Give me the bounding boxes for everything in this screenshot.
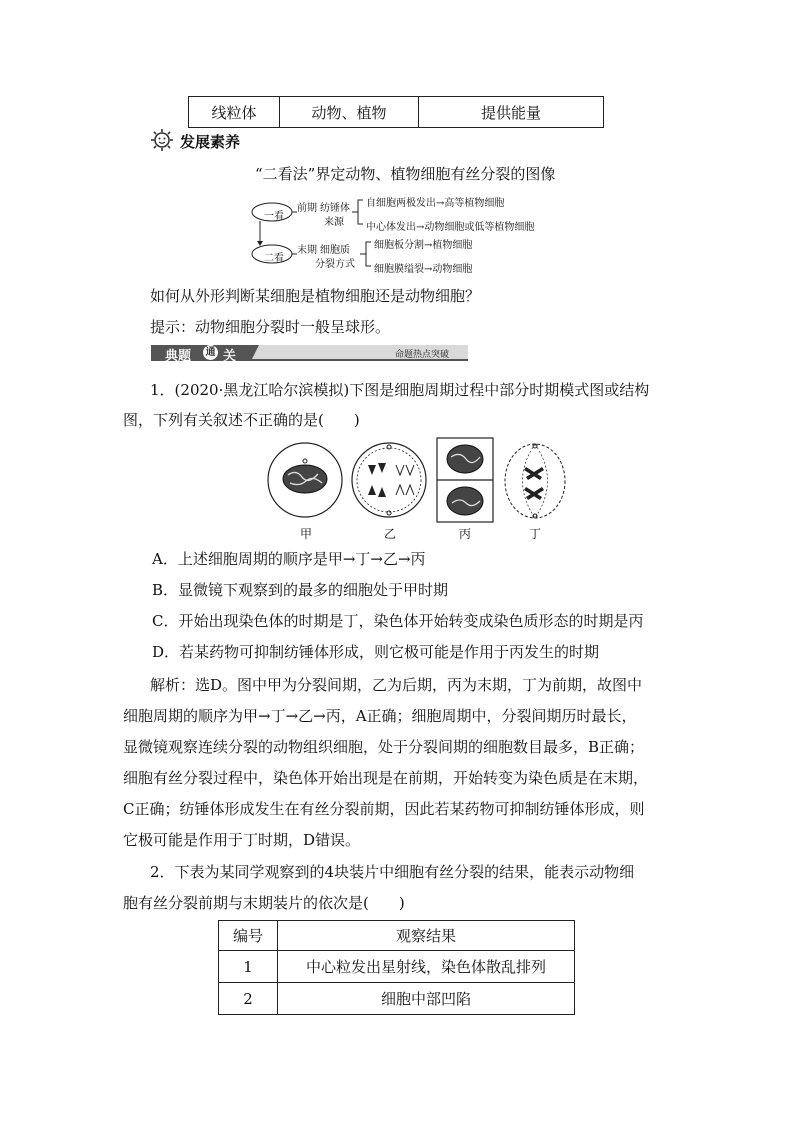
table-cell: 1 <box>219 951 278 983</box>
stage-telophase: 末期 <box>297 245 317 256</box>
question-text: 如何从外形判断某细胞是植物细胞还是动物细胞？ <box>150 287 481 305</box>
q1-option-d: D．若某药物可抑制纺锤体形成，则它极可能是作用于丙发生的时期 <box>152 643 600 661</box>
cell-figure-ding <box>500 441 570 521</box>
section-title: 发展素养 <box>180 133 241 151</box>
q1-analysis-line: 显微镜观察连续分裂的动物组织细胞，处于分裂间期的细胞数目最多，B正确； <box>123 738 645 756</box>
q1-stem-line2: 图，下列有关叙述不正确的是( ) <box>123 411 360 429</box>
banner-title-b: 关 <box>223 349 237 364</box>
sun-face-icon <box>150 128 174 152</box>
stage-prophase: 前期 <box>297 203 317 214</box>
q2-stem-line2: 胞有丝分裂前期与末期装片的依次是( ) <box>123 894 405 912</box>
q2-header-number: 编号 <box>219 921 278 951</box>
spindle-source-line1: 纺锤体 <box>320 203 350 214</box>
branch-animal-division: 细胞膜缢裂→动物细胞 <box>374 264 473 275</box>
cytokinesis-line1: 细胞质 <box>320 245 350 256</box>
figure-label-yi: 乙 <box>384 527 397 541</box>
branch-plant-spindle: 自细胞两极发出→高等植物细胞 <box>366 198 505 209</box>
q1-analysis-line: C正确；纺锤体形成发生在有丝分裂前期，因此若某药物可抑制纺锤体形成，则 <box>123 800 645 818</box>
q2-stem-line1: 2．下表为某同学观察到的4块装片中细胞有丝分裂的结果，能表示动物细 <box>150 863 635 881</box>
q2-table <box>218 920 575 1015</box>
two-look-diagram <box>250 190 610 274</box>
table-row <box>219 983 575 1015</box>
cell-figure-jia <box>266 441 344 519</box>
first-look-label: 一看 <box>264 211 284 222</box>
q1-option-c: C．开始出现染色体的时期是丁，染色体开始转变成染色质形态的时期是丙 <box>152 612 644 630</box>
banner-badge: 通 <box>203 345 218 360</box>
top-table-cell: 提供能量 <box>419 97 604 128</box>
top-table-cell: 线粒体 <box>189 97 280 128</box>
top-table-cell: 动物、植物 <box>280 97 419 128</box>
cell-figure-yi <box>350 441 428 519</box>
branch-animal-spindle: 中心体发出→动物细胞或低等植物细胞 <box>366 222 535 233</box>
q1-option-a: A．上述细胞周期的顺序是甲→丁→乙→丙 <box>152 550 426 568</box>
figure-label-ding: 丁 <box>529 527 542 541</box>
figure-label-bing: 丙 <box>459 527 472 541</box>
q1-stem-line1: 1．(2020·黑龙江哈尔滨模拟)下图是细胞周期过程中部分时期模式图或结构 <box>150 381 650 399</box>
section-banner <box>151 345 468 364</box>
method-title: “二看法”界定动物、植物细胞有丝分裂的图像 <box>255 165 556 183</box>
q1-analysis-line: 细胞有丝分裂过程中，染色体开始出现是在前期，开始转变为染色质是在末期， <box>123 769 649 787</box>
q1-option-b: B．显微镜下观察到的最多的细胞处于甲时期 <box>152 581 449 599</box>
hint-text: 提示：动物细胞分裂时一般呈球形。 <box>150 318 391 336</box>
spindle-source-line2: 来源 <box>324 217 344 228</box>
cytokinesis-line2: 分裂方式 <box>315 259 355 270</box>
branch-plant-division: 细胞板分割→植物细胞 <box>374 240 473 251</box>
q1-analysis-line: 解析：选D。图中甲为分裂间期，乙为后期，丙为末期，丁为前期，故图中 <box>150 676 643 694</box>
table-cell: 2 <box>219 983 278 1015</box>
figure-label-jia: 甲 <box>300 527 313 541</box>
q1-analysis-line: 细胞周期的顺序为甲→丁→乙→丙，A正确；细胞周期中，分裂间期历时最长， <box>123 707 637 725</box>
table-cell: 细胞中部凹陷 <box>278 983 575 1015</box>
q2-header-result: 观察结果 <box>278 921 575 951</box>
cell-figure-bing <box>436 437 494 523</box>
banner-title-a: 典题 <box>165 349 192 364</box>
second-look-label: 二看 <box>264 253 284 264</box>
banner-subtitle: 命题热点突破 <box>395 350 450 360</box>
q1-analysis-line: 它极可能是作用于丁时期，D错误。 <box>123 831 361 849</box>
table-cell: 中心粒发出星射线，染色体散乱排列 <box>278 951 575 983</box>
top-table <box>188 96 604 128</box>
table-row <box>219 951 575 983</box>
